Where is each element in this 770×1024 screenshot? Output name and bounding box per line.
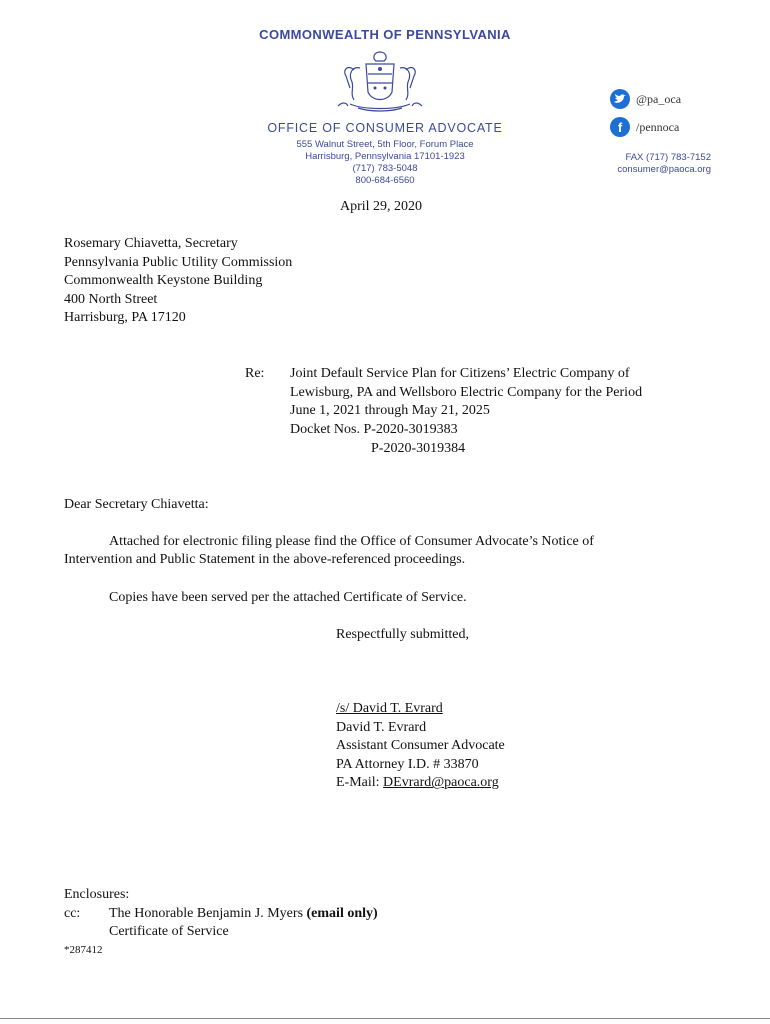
facebook-icon: f — [610, 117, 630, 137]
re-line: June 1, 2021 through May 21, 2025 — [290, 403, 490, 419]
facebook-handle-text: /pennoca — [636, 119, 680, 134]
enclosures-label: Enclosures: — [64, 887, 130, 902]
document-id: *287412 — [64, 944, 103, 956]
twitter-handle[interactable] — [610, 89, 681, 109]
address-city: Harrisburg, Pennsylvania 17101-1923 — [305, 151, 465, 162]
recipient-line: Pennsylvania Public Utility Commission — [64, 254, 293, 270]
address-phone: (717) 783-5048 — [352, 163, 418, 174]
signer-title: Assistant Consumer Advocate — [336, 738, 505, 754]
body-paragraph-1-line-1: Attached for electronic filing please find the Office of Consumer Advocate’s Notice of — [109, 534, 594, 549]
contact-email[interactable]: consumer@paoca.org — [617, 164, 711, 175]
signer-email-line — [336, 774, 505, 793]
recipient-line: Harrisburg, PA 17120 — [64, 310, 186, 326]
twitter-icon — [610, 89, 630, 109]
body-paragraph-2: Copies have been served per the attached Certificate of Service. — [109, 590, 467, 605]
re-label: Re: — [245, 366, 265, 381]
re-line: Lewisburg, PA and Wellsboro Electric Company for the Period — [290, 384, 643, 400]
email-label: E-Mail: — [336, 775, 384, 791]
signer-email-link[interactable]: DEvrard@paoca.org — [383, 775, 499, 791]
pennsylvania-coat-of-arms-icon — [330, 48, 430, 116]
recipient-line: 400 North Street — [64, 291, 158, 307]
fax-number: FAX (717) 783-7152 — [625, 152, 711, 163]
page-bottom-rule — [0, 1018, 770, 1019]
signer-name: David T. Evrard — [336, 719, 427, 735]
facebook-handle[interactable] — [610, 117, 679, 137]
fax-email-block — [585, 152, 711, 176]
office-name: OFFICE OF CONSUMER ADVOCATE — [267, 121, 503, 135]
address-tollfree: 800-684-6560 — [355, 175, 415, 186]
twitter-handle-text: @pa_oca — [636, 91, 682, 106]
re-line: Joint Default Service Plan for Citizens’ Electric Company of — [290, 366, 630, 381]
body-paragraph-1-line-2: Intervention and Public Statement in the above-referenced proceedings. — [64, 552, 466, 567]
closing: Respectfully submitted, — [336, 627, 469, 642]
cc-name: The Honorable Benjamin J. Myers — [109, 906, 307, 921]
salutation: Dear Secretary Chiavetta: — [64, 497, 209, 512]
signature-block — [336, 700, 505, 793]
recipient-address — [64, 235, 292, 328]
address-street: 555 Walnut Street, 5th Floor, Forum Place — [296, 139, 474, 150]
recipient-line: Rosemary Chiavetta, Secretary — [64, 236, 238, 251]
cc-recipient — [109, 905, 378, 924]
letter-date: April 29, 2020 — [340, 199, 423, 214]
letterhead-state: COMMONWEALTH OF PENNSYLVANIA — [259, 27, 511, 42]
cc-label: cc: — [64, 906, 81, 921]
docket-number-2: P-2020-3019384 — [371, 441, 466, 456]
cc-note: (email only) — [306, 906, 378, 921]
cc-item-2: Certificate of Service — [109, 924, 229, 939]
re-line: Docket Nos. P-2020-3019383 — [290, 421, 458, 437]
recipient-line: Commonwealth Keystone Building — [64, 273, 263, 289]
attorney-id: PA Attorney I.D. # 33870 — [336, 756, 479, 772]
e-signature: /s/ David T. Evrard — [336, 701, 443, 716]
re-subject — [290, 365, 642, 439]
